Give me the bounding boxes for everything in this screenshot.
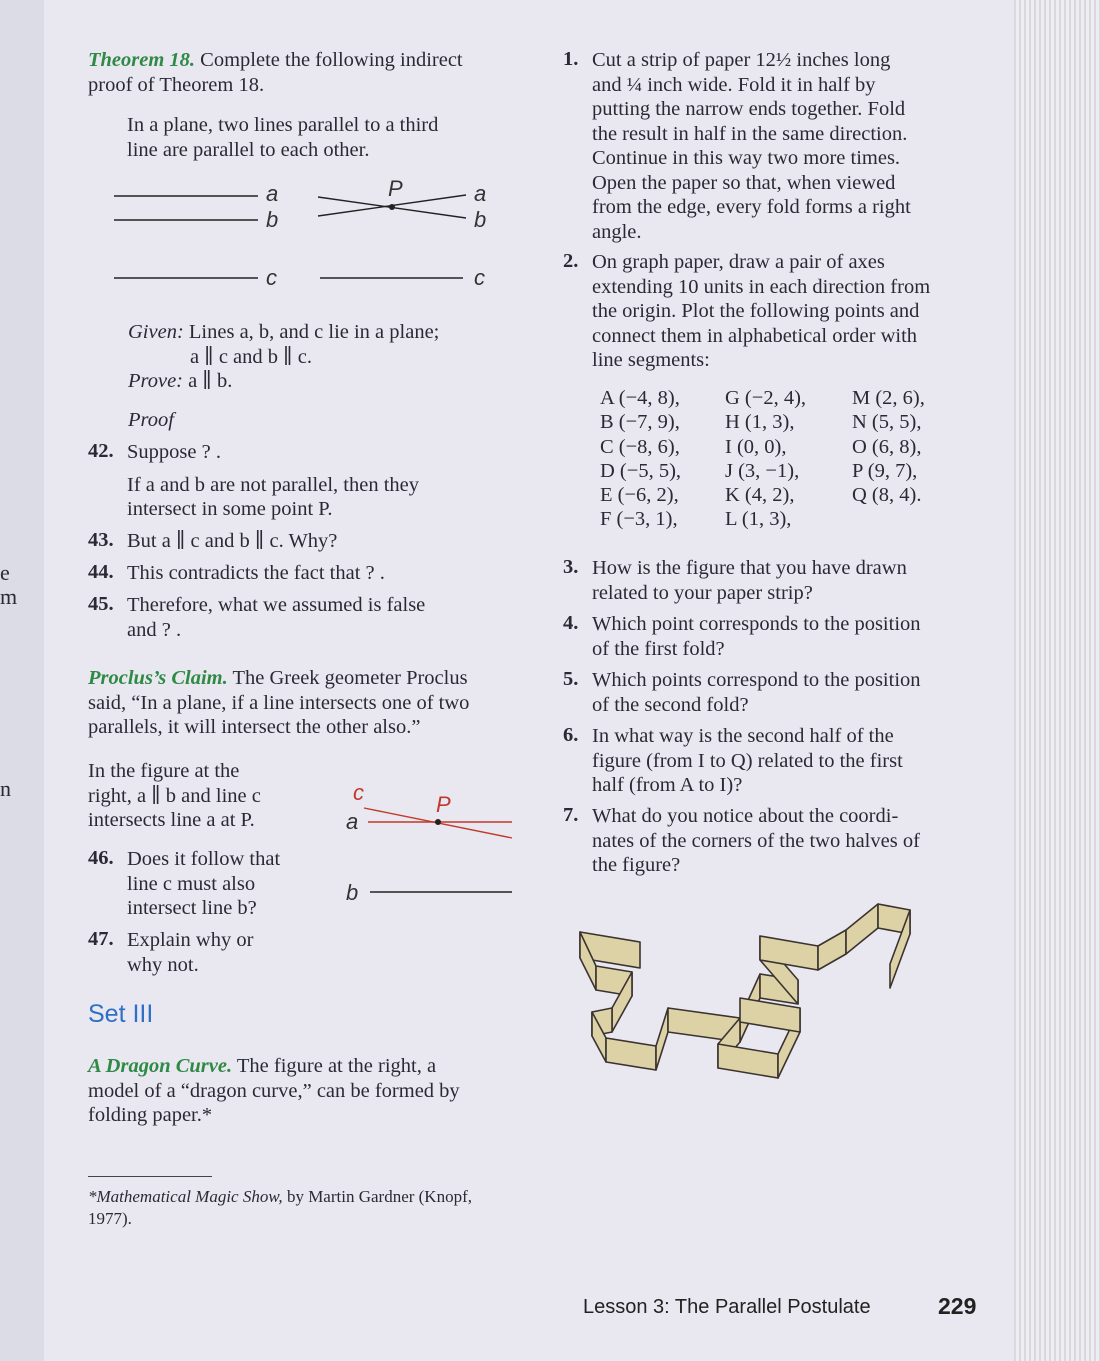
theorem-intro: Theorem 18. Complete the following indirect proof of Theorem 18. bbox=[88, 49, 463, 96]
item-6: In what way is the second half of the figure (from I to Q) related to the first half (from A to I)? bbox=[592, 725, 903, 796]
label-b-right: b bbox=[474, 207, 487, 232]
point-entry: N (5, 5), bbox=[852, 411, 922, 434]
label-a-right: a bbox=[474, 181, 487, 206]
previous-page-fragment: m bbox=[0, 584, 18, 609]
item-number: 1. bbox=[563, 48, 579, 70]
point-entry: M (2, 6), bbox=[852, 387, 925, 409]
proclus-title: Proclus’s Claim. bbox=[88, 667, 228, 689]
label-b: b bbox=[266, 207, 279, 232]
point-entry: A (−4, 8), bbox=[600, 387, 680, 409]
step-number: 42. bbox=[88, 440, 114, 462]
proclus-claim: Proclus’s Claim. The Greek geometer Proclus said, “In a plane, if a line intersects one of two parallels, it will intersect the other also.” bbox=[88, 667, 470, 738]
point-entry: D (−5, 5), bbox=[600, 459, 682, 482]
point-entry: Q (8, 4). bbox=[852, 484, 922, 507]
label-a: a bbox=[346, 809, 359, 834]
prove-label: Prove: bbox=[128, 370, 184, 392]
item-number: 2. bbox=[563, 250, 579, 272]
question-46: Does it follow that line c must also intersect line b? bbox=[127, 848, 281, 919]
previous-page-margin bbox=[0, 0, 45, 1361]
point-entry: C (−8, 6), bbox=[600, 435, 680, 458]
point-entry: E (−6, 2), bbox=[600, 484, 679, 507]
label-a: a bbox=[266, 181, 279, 206]
item-number: 6. bbox=[563, 724, 579, 746]
label-P: P bbox=[436, 792, 451, 817]
dragon-curve-intro: A Dragon Curve. The figure at the right, a model of a “dragon curve,” can be formed by folding paper.* bbox=[88, 1055, 460, 1126]
point-entry: F (−3, 1), bbox=[600, 508, 678, 531]
item-number: 5. bbox=[563, 668, 579, 690]
point-P bbox=[435, 819, 441, 825]
item-1: Cut a strip of paper 12½ inches long and ¼ inch wide. Fold it in half by putting the narrow ends together. Fold the result in half in the same direction. Continue in this way two more times. Open the paper so that, when viewed from the edge, every fold forms a right angle. bbox=[592, 49, 911, 243]
item-4: Which point corresponds to the position of the first fold? bbox=[592, 613, 921, 660]
proof-step-45: Therefore, what we assumed is false and ? . bbox=[127, 594, 426, 641]
set-heading: Set III bbox=[88, 1000, 154, 1028]
label-c: c bbox=[353, 780, 364, 805]
dragon-curve-illustration bbox=[560, 920, 920, 1100]
label-b: b bbox=[346, 880, 359, 905]
item-5: Which points correspond to the position of the second fold? bbox=[592, 669, 921, 716]
dragon-title: A Dragon Curve. bbox=[88, 1055, 233, 1077]
question-number: 47. bbox=[88, 928, 114, 950]
point-entry: L (1, 3), bbox=[725, 508, 792, 531]
given-label: Given: bbox=[128, 321, 184, 343]
book-page-edges bbox=[1014, 0, 1100, 1361]
point-entry: O (6, 8), bbox=[852, 435, 922, 458]
proof-label: Proof bbox=[128, 409, 174, 431]
item-number: 7. bbox=[563, 804, 579, 826]
previous-page-fragment: e bbox=[0, 560, 10, 585]
proof-step-43: But a ∥ c and b ∥ c. Why? bbox=[127, 530, 338, 552]
point-entry: J (3, −1), bbox=[725, 459, 800, 482]
question-number: 46. bbox=[88, 847, 114, 869]
point-entry: G (−2, 4), bbox=[725, 387, 807, 409]
point-entry: I (0, 0), bbox=[725, 435, 787, 458]
given-text: Lines a, b, and c lie in a plane; bbox=[188, 321, 440, 343]
theorem-figure bbox=[108, 170, 508, 295]
question-47: Explain why or why not. bbox=[127, 929, 254, 976]
given-prove bbox=[128, 320, 528, 394]
item-number: 3. bbox=[563, 556, 579, 578]
item-2: On graph paper, draw a pair of axes extending 10 units in each direction from the origin. Plot the following points and connect them in alphabetical order with line segments: bbox=[592, 251, 931, 371]
item-3: How is the figure that you have drawn related to your paper strip? bbox=[592, 557, 907, 604]
theorem-statement: In a plane, two lines parallel to a third line are parallel to each other. bbox=[127, 114, 439, 161]
theorem-title: Theorem 18. bbox=[88, 49, 196, 71]
points-column-1 bbox=[600, 386, 681, 532]
points-column-3 bbox=[852, 386, 925, 507]
page-number: 229 bbox=[938, 1293, 977, 1319]
proclus-figure bbox=[340, 780, 520, 910]
step-number: 45. bbox=[88, 593, 114, 615]
previous-page-fragment: n bbox=[0, 776, 11, 801]
point-P bbox=[389, 204, 395, 210]
proof-step-44: This contradicts the fact that ? . bbox=[127, 562, 385, 584]
prove-text: a ∥ b. bbox=[188, 370, 233, 392]
item-7: What do you notice about the coordi- nates of the corners of the two halves of the figure? bbox=[592, 805, 920, 876]
point-entry: B (−7, 9), bbox=[600, 411, 680, 434]
proclus-figure-text: In the figure at the right, a ∥ b and line c intersects line a at P. bbox=[88, 760, 261, 831]
item-number: 4. bbox=[563, 612, 579, 634]
point-entry: H (1, 3), bbox=[725, 411, 795, 434]
given-text-2: a ∥ c and b ∥ c. bbox=[190, 345, 312, 368]
points-column-2 bbox=[725, 386, 806, 532]
label-c: c bbox=[266, 265, 277, 290]
footnote: *Mathematical Magic Show, by Martin Gardner (Knopf, 1977). bbox=[88, 1187, 472, 1228]
proof-step-42: Suppose ? . If a and b are not parallel, then they intersect in some point P. bbox=[127, 441, 419, 520]
step-number: 44. bbox=[88, 561, 114, 583]
step-number: 43. bbox=[88, 529, 114, 551]
point-entry: K (4, 2), bbox=[725, 484, 795, 507]
label-c-right: c bbox=[474, 265, 485, 290]
label-P: P bbox=[388, 176, 403, 201]
lesson-title: Lesson 3: The Parallel Postulate bbox=[583, 1296, 871, 1318]
point-entry: P (9, 7), bbox=[852, 459, 918, 482]
footnote-rule bbox=[88, 1176, 212, 1177]
